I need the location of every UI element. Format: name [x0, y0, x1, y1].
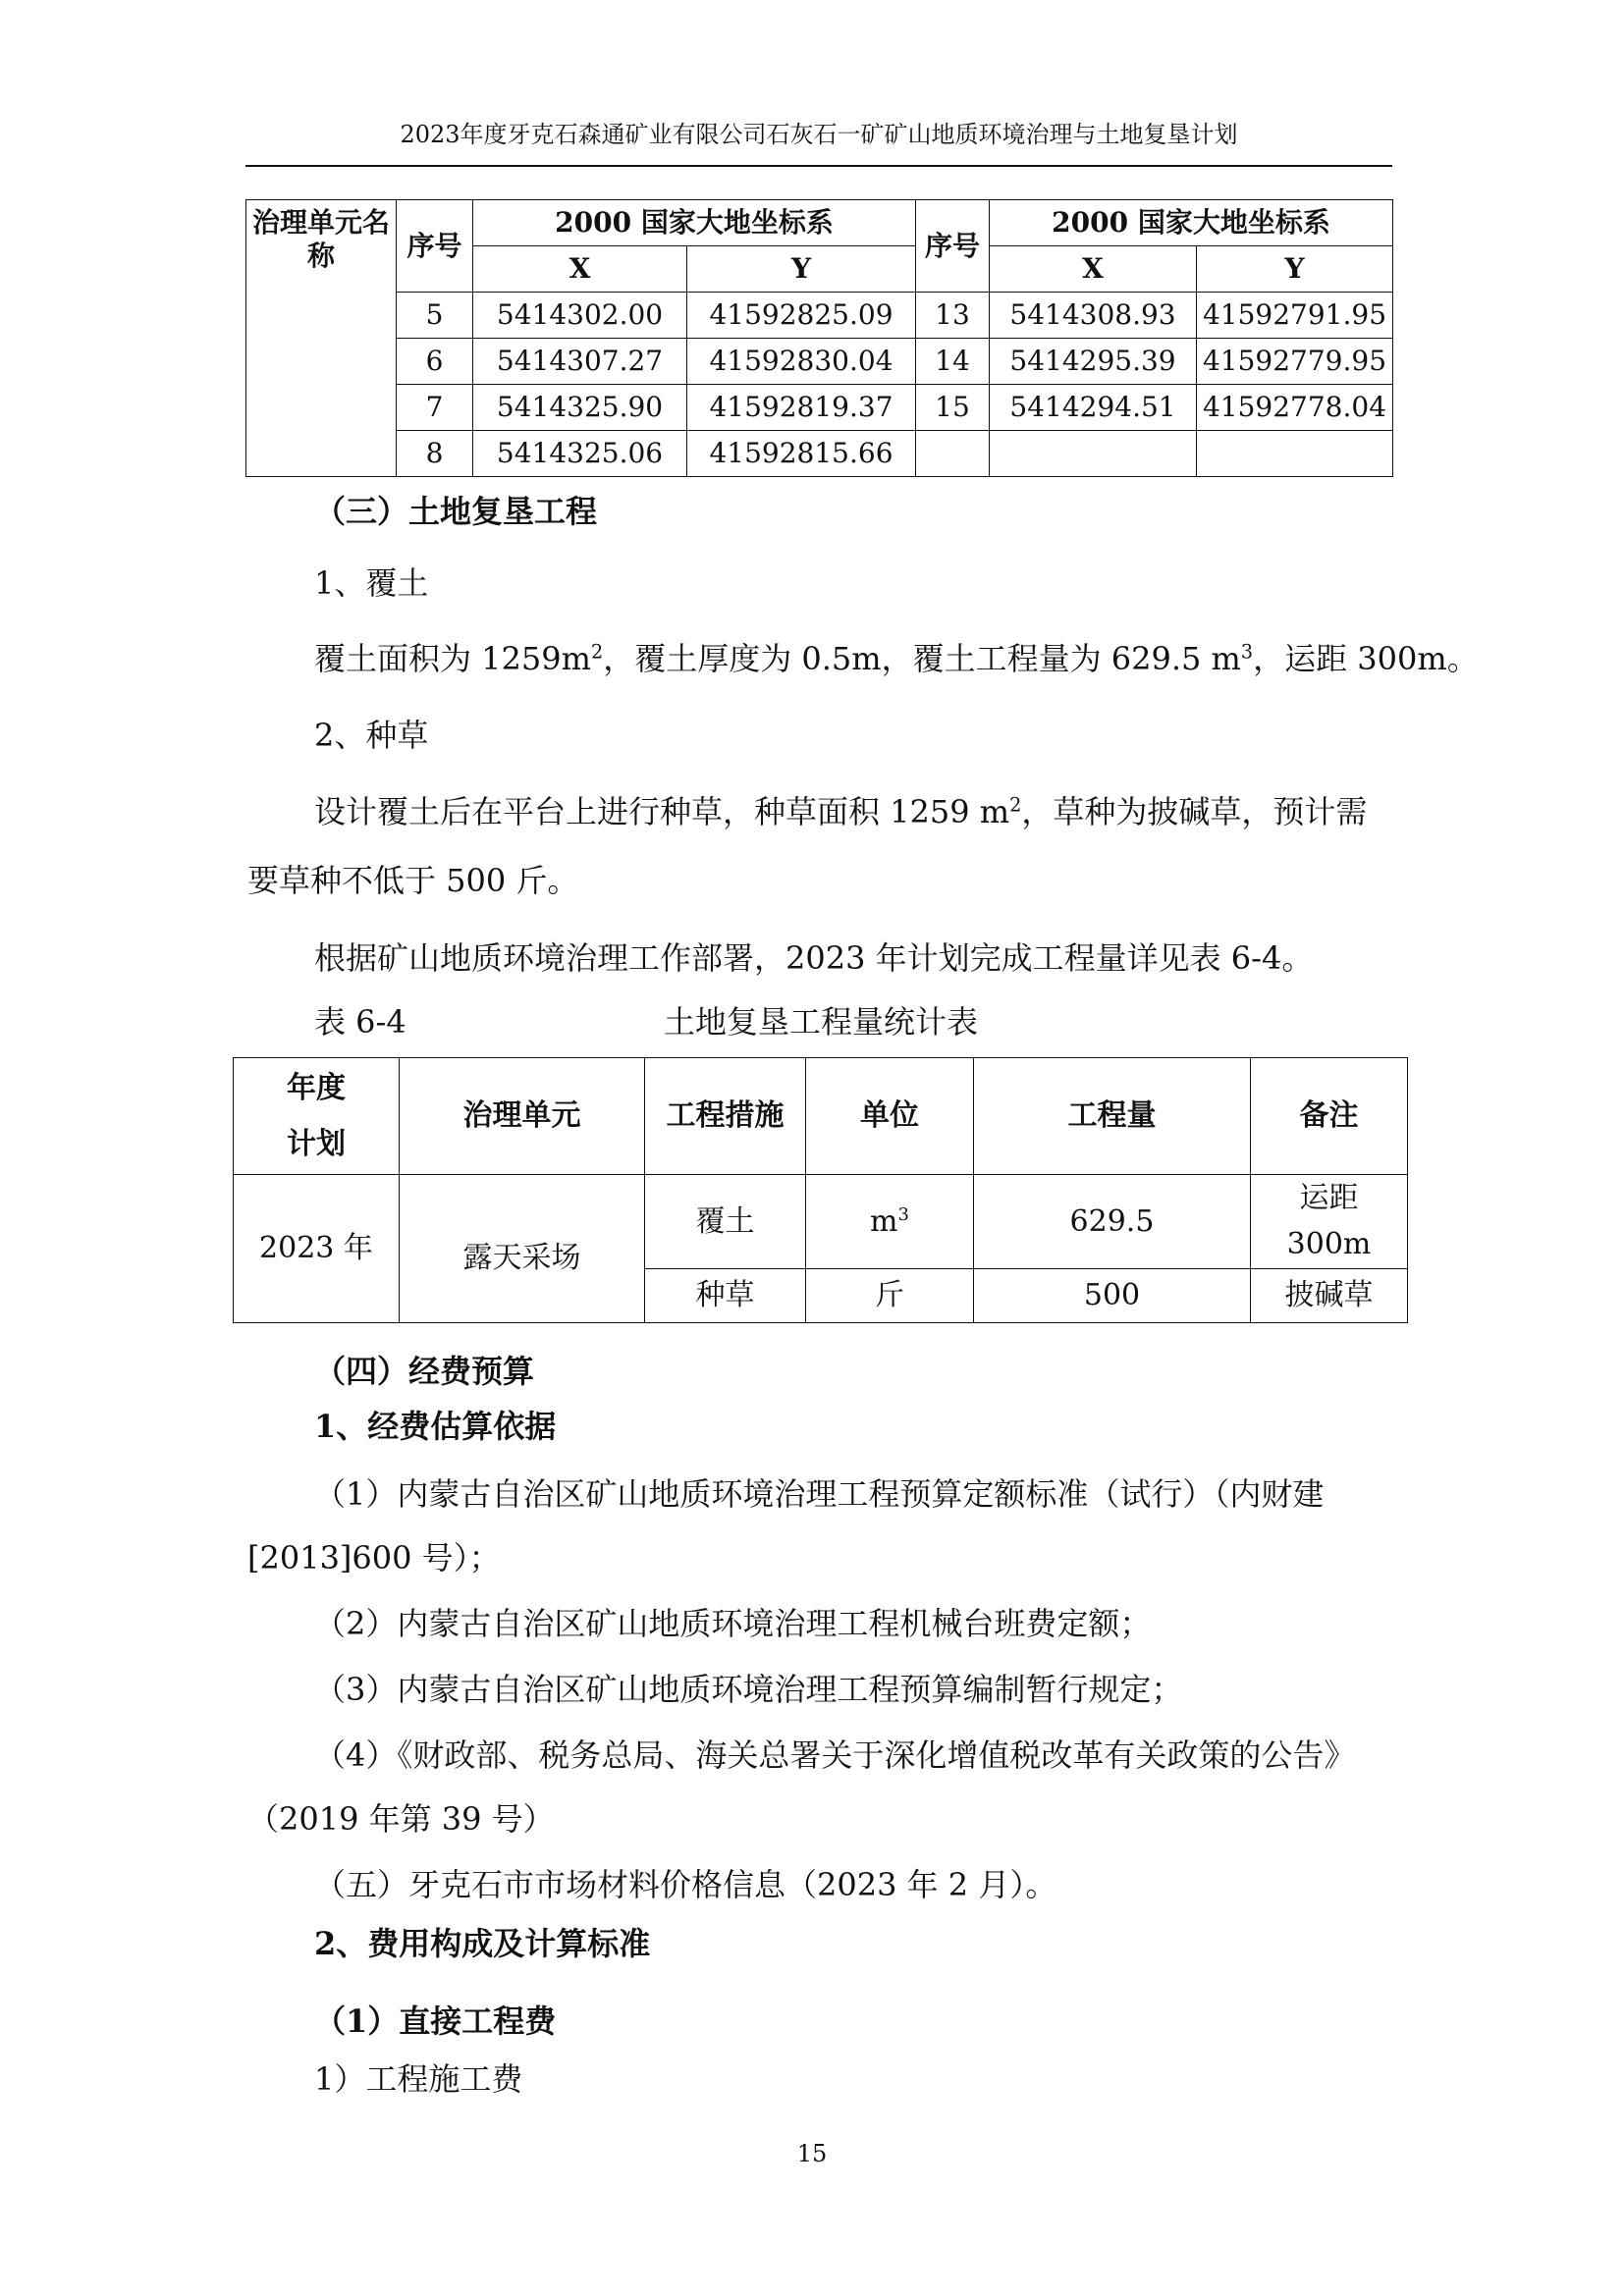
- remark-cell: 运距 300m: [1251, 1175, 1408, 1269]
- y-cell: 41592779.95: [1197, 339, 1393, 385]
- x-cell: [990, 431, 1197, 477]
- x-cell: 5414308.93: [990, 293, 1197, 339]
- col-header-x-left: X: [473, 246, 687, 293]
- header-divider: [245, 165, 1392, 167]
- y-cell: 41592815.66: [687, 431, 916, 477]
- col-header-seq-left: 序号: [397, 200, 473, 293]
- coordinate-table: [245, 199, 1393, 477]
- seq-cell: 7: [397, 385, 473, 431]
- uom-cell: 斤: [806, 1269, 974, 1323]
- page-number: 15: [796, 2140, 828, 2167]
- x-cell: 5414294.51: [990, 385, 1197, 431]
- quantity-cell: 500: [974, 1269, 1251, 1323]
- seq-cell: 6: [397, 339, 473, 385]
- basis-5: （五）牙克石市市场材料价格信息（2023 年 2 月）。: [314, 1866, 1057, 1903]
- uom-cell: $m^3$: [806, 1175, 974, 1269]
- y-cell: 41592778.04: [1197, 385, 1393, 431]
- summary-paragraph: 根据矿山地质环境治理工作部署，2023 年计划完成工程量详见表 6-4。: [314, 939, 1314, 977]
- unit-cell: 露天采场: [400, 1175, 645, 1323]
- col-header-y-right: Y: [1197, 246, 1393, 293]
- subsection-1-heading: 1、经费估算依据: [314, 1408, 557, 1445]
- y-cell: 41592819.37: [687, 385, 916, 431]
- measure-cell: 种草: [645, 1269, 806, 1323]
- table-row: [246, 431, 1393, 477]
- col-header-unit-name: 治理单元名称: [246, 200, 397, 477]
- item-2-paragraph-line1: 设计覆土后在平台上进行种草，种草面积 1259 $m^2$，草种为披碱草，预计需: [314, 793, 1368, 830]
- engineering-quantity-table: [233, 1057, 1408, 1323]
- x-cell: 5414302.00: [473, 293, 687, 339]
- item-1-paragraph: 覆土面积为 $1259m^2$，覆土厚度为 0.5m，覆土工程量为 629.5 $m^3$，运距 300m。: [314, 640, 1479, 677]
- table-row: [246, 339, 1393, 385]
- col-header-unit: 治理单元: [400, 1058, 645, 1175]
- y-cell: 41592791.95: [1197, 293, 1393, 339]
- basis-4-line1: （4）《财政部、税务总局、海关总署关于深化增值税改革有关政策的公告》: [314, 1736, 1356, 1774]
- basis-2: （2）内蒙古自治区矿山地质环境治理工程机械台班费定额；: [314, 1605, 1152, 1642]
- basis-4-line2: （2019 年第 39 号）: [247, 1800, 555, 1838]
- basis-1-line1: （1）内蒙古自治区矿山地质环境治理工程预算定额标准（试行）（内财建: [314, 1475, 1325, 1513]
- year-cell: 2023 年: [234, 1175, 400, 1323]
- seq-cell: 14: [916, 339, 990, 385]
- seq-cell: 15: [916, 385, 990, 431]
- seq-cell: 5: [397, 293, 473, 339]
- table-caption: 土地复垦工程量统计表: [664, 1003, 979, 1041]
- col-header-x-right: X: [990, 246, 1197, 293]
- col-header-uom: 单位: [806, 1058, 974, 1175]
- col-header-remark: 备注: [1251, 1058, 1408, 1175]
- basis-3: （3）内蒙古自治区矿山地质环境治理工程预算编制暂行规定；: [314, 1671, 1183, 1708]
- seq-cell: [916, 431, 990, 477]
- quantity-cell: 629.5: [974, 1175, 1251, 1269]
- item-2-heading: 2、种草: [314, 717, 429, 754]
- item-2-paragraph-line2: 要草种不低于 500 斤。: [247, 862, 579, 899]
- section-3-heading: （三）土地复垦工程: [314, 493, 598, 530]
- x-cell: 5414325.06: [473, 431, 687, 477]
- col-header-seq-right: 序号: [916, 200, 990, 293]
- table-label: 表 6-4: [314, 1003, 406, 1041]
- section-4-heading: （四）经费预算: [314, 1353, 535, 1390]
- table-row: [234, 1175, 1408, 1269]
- remark-cell: 披碱草: [1251, 1269, 1408, 1323]
- item-1-heading: 1、覆土: [314, 564, 429, 602]
- table-row: [246, 385, 1393, 431]
- running-header: 2023年度牙克石森通矿业有限公司石灰石一矿矿山地质环境治理与土地复垦计划: [400, 121, 1238, 148]
- col-header-system-right: 2000 国家大地坐标系: [990, 200, 1393, 246]
- table-row: [246, 293, 1393, 339]
- basis-1-line2: [2013]600 号）；: [247, 1539, 501, 1576]
- construction-fee-heading: 1）工程施工费: [314, 2060, 523, 2098]
- col-header-quantity: 工程量: [974, 1058, 1251, 1175]
- subsection-2-heading: 2、费用构成及计算标准: [314, 1925, 651, 1962]
- seq-cell: 13: [916, 293, 990, 339]
- x-cell: 5414295.39: [990, 339, 1197, 385]
- col-header-system-left: 2000 国家大地坐标系: [473, 200, 916, 246]
- x-cell: 5414325.90: [473, 385, 687, 431]
- y-cell: 41592825.09: [687, 293, 916, 339]
- col-header-year: 年度 计划: [234, 1058, 400, 1175]
- x-cell: 5414307.27: [473, 339, 687, 385]
- direct-cost-heading: （1）直接工程费: [314, 2002, 557, 2040]
- y-cell: [1197, 431, 1393, 477]
- y-cell: 41592830.04: [687, 339, 916, 385]
- col-header-measure: 工程措施: [645, 1058, 806, 1175]
- col-header-y-left: Y: [687, 246, 916, 293]
- measure-cell: 覆土: [645, 1175, 806, 1269]
- seq-cell: 8: [397, 431, 473, 477]
